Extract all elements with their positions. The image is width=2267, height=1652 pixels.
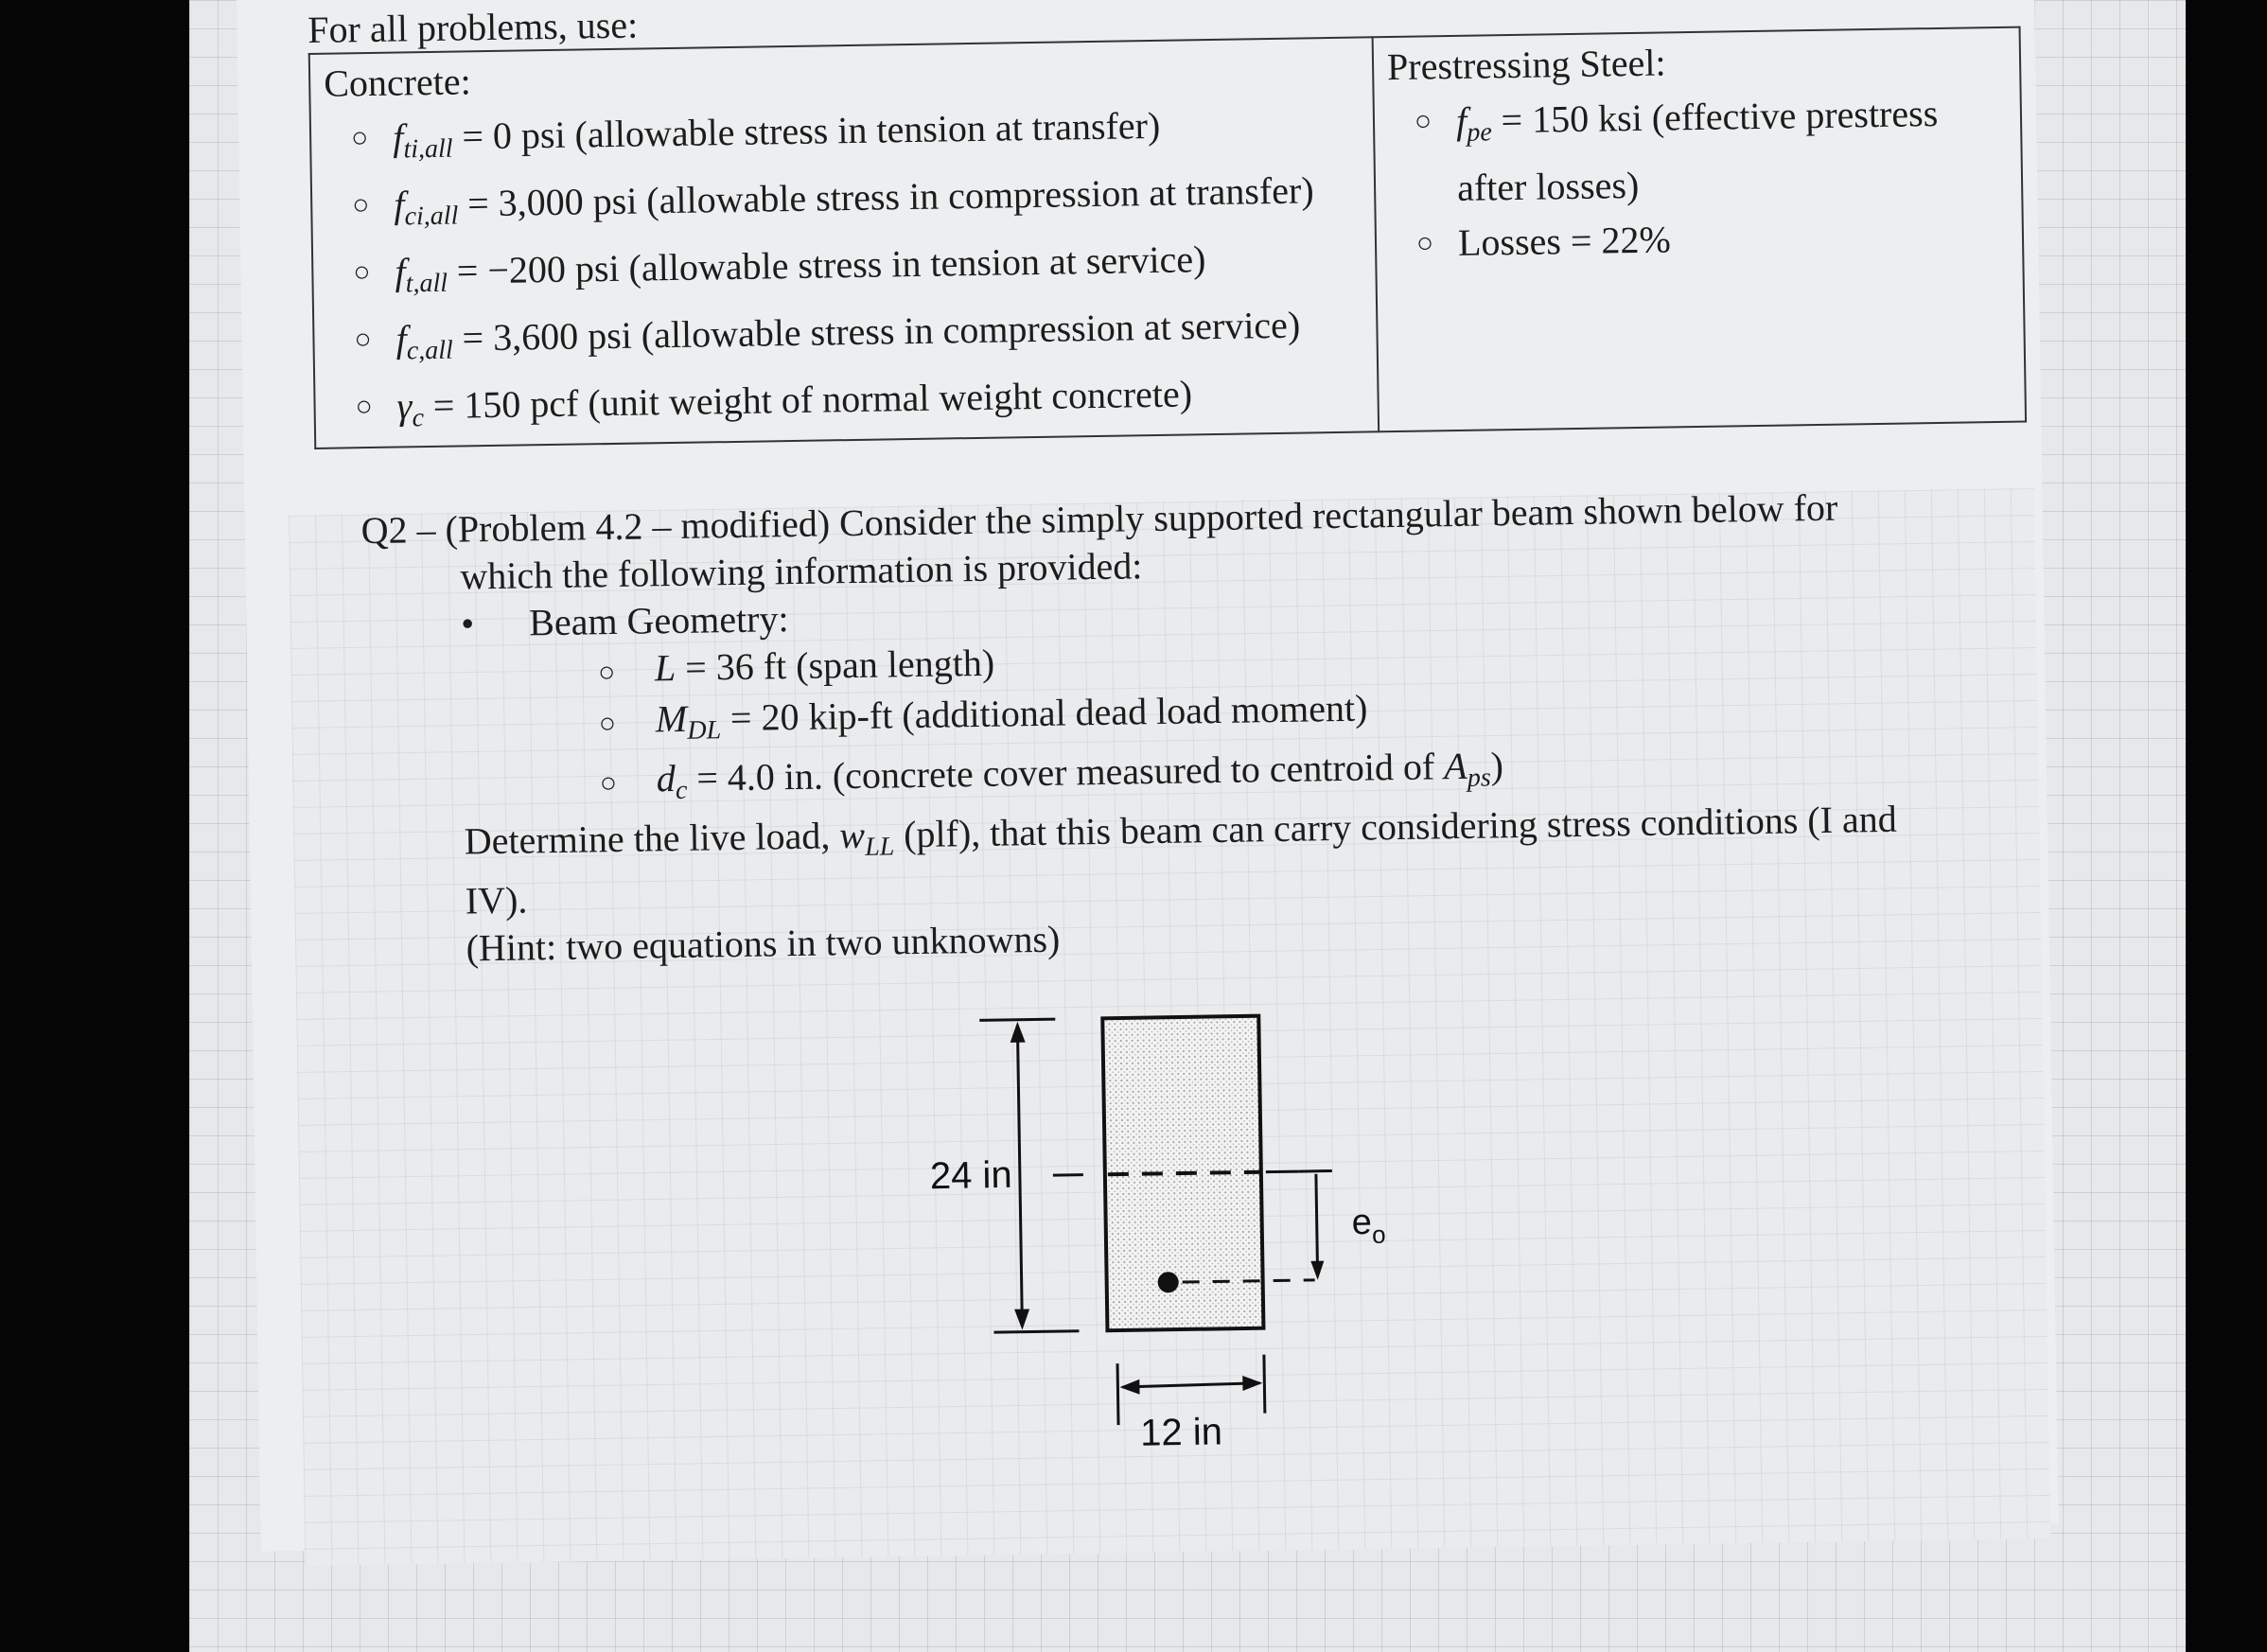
- concrete-list: [325, 96, 1361, 448]
- geometry-item: ○ L = 36 ft (span length): [598, 624, 1963, 697]
- steel-title: Prestressing Steel:: [1386, 41, 1666, 89]
- parameters-table: [308, 26, 2027, 449]
- circle-bullet-icon: ○: [598, 707, 617, 740]
- circle-bullet-icon: ○: [353, 255, 371, 289]
- height-bottom-tick: [993, 1331, 1079, 1332]
- steel-item: ○ $f_{pe} = 150$ ksi (effective prestress after losses): [1414, 91, 1939, 209]
- height-dimension-line: [1017, 1026, 1022, 1327]
- circle-bullet-icon: ○: [599, 766, 618, 800]
- concrete-title: Concrete:: [323, 60, 472, 105]
- geometry-item: ○ $M_{DL} = 20$ kip-ft (additional dead load moment): [598, 676, 1963, 757]
- geometry-bullet: • Beam Geometry:: [362, 577, 1962, 650]
- circle-bullet-icon: ○: [354, 323, 372, 356]
- concrete-item: ○ $f_{c,all} = 3,600$ psi (allowable stress in compression at service): [354, 303, 1301, 366]
- steel-list: [1388, 85, 2006, 272]
- circle-bullet-icon: ○: [597, 656, 616, 689]
- ecc-dimension-line: [1316, 1174, 1318, 1271]
- concrete-item: ○ $f_{ti,all} = 0$ psi (allowable stress in tension at transfer): [350, 103, 1161, 165]
- centroid-dash-left: [1053, 1175, 1083, 1176]
- circle-bullet-icon: ○: [350, 122, 369, 154]
- circle-bullet-icon: ○: [1415, 227, 1434, 259]
- circle-bullet-icon: ○: [355, 390, 373, 423]
- height-top-tick: [979, 1019, 1055, 1020]
- question-intro: Q2 – (Problem 4.2 – modified) Consider the simply supported rectangular beam shown below for: [360, 485, 1838, 553]
- beam-cross-section-figure: [880, 994, 1455, 1495]
- height-arrow-up-icon: [1010, 1022, 1025, 1043]
- steel-item: ○ Losses = 22%: [1416, 207, 2006, 272]
- ecc-top-tick: [1299, 1171, 1332, 1172]
- document: [308, 0, 2082, 975]
- concrete-item: ○ $f_{t,all} = -200$ psi (allowable stress in tension at service): [353, 237, 1206, 299]
- width-dimension-line: [1122, 1383, 1259, 1387]
- circle-bullet-icon: ○: [1414, 105, 1432, 137]
- width-arrow-right-icon: [1242, 1376, 1262, 1391]
- bullet-dot-icon: •: [460, 602, 475, 645]
- concrete-cell: [309, 37, 1379, 448]
- question-intro-cont: which the following information is provided:: [460, 544, 1143, 598]
- hint-text: (Hint: two equations in two unknowns): [466, 917, 1061, 970]
- heading: For all problems, use:: [307, 3, 639, 51]
- concrete-item: ○ $\gamma_c = 150$ pcf (unit weight of normal weight concrete): [355, 372, 1193, 433]
- circle-bullet-icon: ○: [351, 189, 370, 221]
- width-left-tick: [1117, 1363, 1118, 1425]
- geometry-list: [363, 624, 1965, 820]
- ecc-label: $e_o$: [1351, 1202, 1386, 1249]
- steel-cell: [1373, 27, 2026, 432]
- determine-text: Determine the live load, $w_{LL}$ (plf), that this beam can carry considering stress conditions (I and IV).: [464, 797, 1898, 923]
- question-block: [360, 483, 1967, 974]
- geometry-item: ○ $d_c = 4.0$ in. (concrete cover measured to centroid of $A_{ps}$): [599, 735, 1964, 817]
- ecc-arrow-down-icon: [1310, 1261, 1324, 1280]
- height-arrow-down-icon: [1014, 1309, 1029, 1330]
- width-arrow-left-icon: [1119, 1380, 1139, 1395]
- centroid-dash-right: [1266, 1171, 1299, 1172]
- width-label: 12 in: [1139, 1411, 1223, 1454]
- concrete-item: ○ $f_{ci,all} = 3,000$ psi (allowable stress in compression at transfer): [351, 168, 1314, 232]
- height-label: 24 in: [929, 1153, 1012, 1198]
- width-right-tick: [1264, 1355, 1265, 1414]
